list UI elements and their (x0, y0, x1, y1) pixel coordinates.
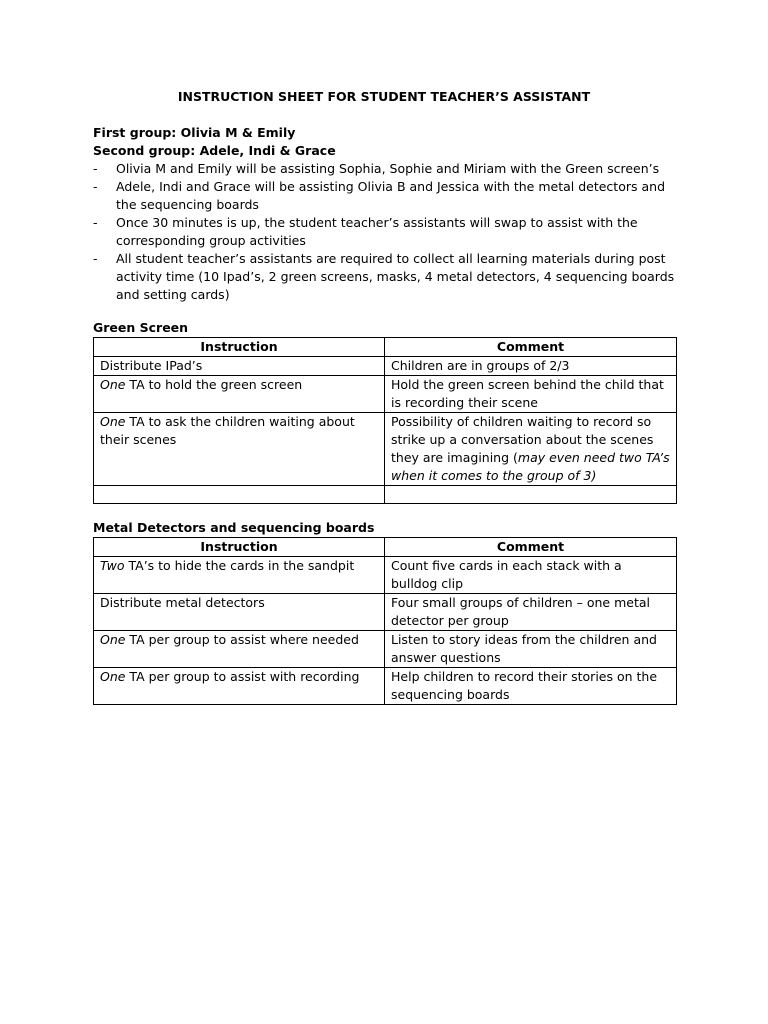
bullet-item (93, 214, 683, 250)
bullet-item (93, 178, 683, 214)
instruction-cell (94, 376, 385, 413)
comment-text: Possibility of children waiting to record so strike up a conversation about the scenes they are imagining ( (391, 414, 654, 465)
first-group-line: First group: Olivia M & Emily (93, 125, 296, 140)
comment-emphasis: may even need two TA’s when it comes to the group of 3) (391, 450, 670, 483)
second-group-line: Second group: Adele, Indi & Grace (93, 143, 336, 158)
instruction-emphasis: One (100, 632, 126, 647)
instruction-cell (94, 631, 385, 668)
instruction-cell (94, 668, 385, 705)
bullet-text: Olivia M and Emily will be assisting Sophia, Sophie and Miriam with the Green screen’s (116, 161, 660, 176)
comment-text: Hold the green screen behind the child that is recording their scene (391, 377, 664, 410)
table-header-row (94, 538, 677, 557)
table-row (94, 594, 677, 631)
instruction-text: Distribute metal detectors (100, 595, 265, 610)
instruction-column-header: Instruction (94, 538, 385, 557)
comment-cell (385, 357, 677, 376)
table-header-row (94, 338, 677, 357)
table-row (94, 631, 677, 668)
bullet-text: All student teacher’s assistants are required to collect all learning materials during post activity time (10 Ipad’s, 2 green screens, masks, 4 metal detectors, 4 sequencing boards and setting cards) (116, 251, 675, 302)
bullet-text: Once 30 minutes is up, the student teacher’s assistants will swap to assist with the corresponding group activities (116, 215, 638, 248)
comment-cell: Count five cards in each stack with a bulldog clip (385, 557, 677, 594)
comment-cell: Help children to record their stories on the sequencing boards (385, 668, 677, 705)
bullet-text: Adele, Indi and Grace will be assisting Olivia B and Jessica with the metal detectors and the sequencing boards (116, 179, 665, 212)
instruction-cell (94, 357, 385, 376)
instruction-bullet-list (93, 160, 683, 304)
instruction-text: TA to ask the children waiting about their scenes (100, 414, 355, 447)
bullet-dash: - (93, 179, 98, 194)
comment-text: Children are in groups of 2/3 (391, 358, 570, 373)
groups-section (93, 124, 683, 304)
page-title: INSTRUCTION SHEET FOR STUDENT TEACHER’S ASSISTANT (177, 89, 591, 104)
table-row (94, 376, 677, 413)
table-row (94, 668, 677, 705)
instruction-emphasis: One (100, 669, 126, 684)
instruction-text: TA per group to assist with recording (125, 669, 360, 684)
empty-cell (94, 486, 385, 504)
instruction-emphasis: Two (100, 558, 125, 573)
comment-cell: Listen to story ideas from the children and answer questions (385, 631, 677, 668)
instruction-text: Distribute IPad’s (100, 358, 203, 373)
bullet-dash: - (93, 215, 98, 230)
comment-column-header: Comment (385, 338, 677, 357)
green-screen-table (93, 337, 677, 504)
empty-table-row (94, 486, 677, 504)
instruction-cell (94, 557, 385, 594)
bullet-item (93, 160, 683, 178)
empty-cell (385, 486, 677, 504)
table-row (94, 357, 677, 376)
instruction-text: TA’s to hide the cards in the sandpit (124, 558, 355, 573)
comment-cell: Four small groups of children – one metal detector per group (385, 594, 677, 631)
comment-cell (385, 376, 677, 413)
instruction-text: TA to hold the green screen (125, 377, 303, 392)
instruction-cell (94, 413, 385, 486)
metal-detectors-heading: Metal Detectors and sequencing boards (93, 520, 375, 535)
comment-column-header: Comment (385, 538, 677, 557)
green-screen-heading: Green Screen (93, 320, 189, 335)
instruction-text: TA per group to assist where needed (125, 632, 359, 647)
metal-detectors-table (93, 537, 677, 705)
bullet-dash: - (93, 251, 98, 266)
table-row (94, 413, 677, 486)
instruction-emphasis: One (100, 377, 126, 392)
bullet-dash: - (93, 161, 98, 176)
bullet-item (93, 250, 683, 304)
table-row (94, 557, 677, 594)
comment-cell (385, 413, 677, 486)
instruction-column-header: Instruction (94, 338, 385, 357)
instruction-cell (94, 594, 385, 631)
instruction-emphasis: One (100, 414, 126, 429)
